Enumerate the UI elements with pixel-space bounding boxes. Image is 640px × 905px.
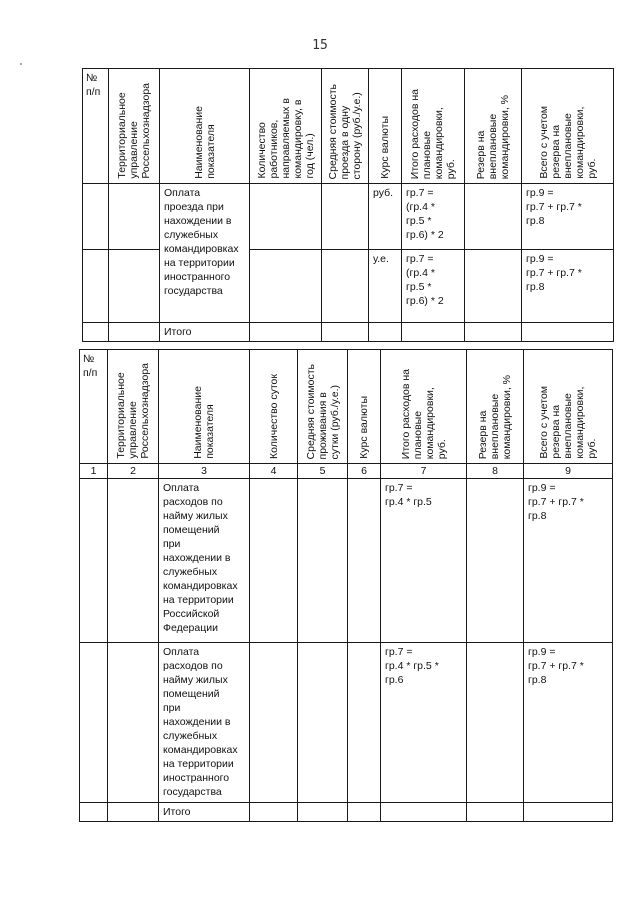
t1-r2-reserve: [465, 250, 522, 323]
t1-total-c4: [250, 323, 322, 342]
t1-r2-currency: у.е.: [369, 250, 402, 323]
t1-header-indicator-name: Наименование показателя: [160, 69, 250, 184]
t2-r2-number: [80, 643, 108, 803]
t2-r1-reserve: [467, 479, 524, 643]
t2-header-planned-total: Итого расходов на плановые командировки, руб.: [381, 350, 467, 464]
t1-header-employee-count: Количество работников, направляемых в командировку, в год (чел.): [250, 69, 322, 184]
t1-header-number: № п/п: [83, 69, 109, 184]
t2-header-number: № п/п: [80, 350, 108, 464]
t1-r2-office: [109, 250, 160, 323]
t2-r1-formula-9: гр.9 = гр.7 + гр.7 * гр.8: [524, 479, 613, 643]
t2-total-number: [80, 803, 108, 822]
page-number: 15: [312, 38, 328, 53]
t2-total-c9: [524, 803, 613, 822]
t1-r2-formula-7: гр.7 = (гр.4 * гр.5 * гр.6) * 2: [402, 250, 465, 323]
table1-header-row: [83, 69, 614, 184]
t1-r1-office: [109, 184, 160, 250]
t1-total-number: [83, 323, 109, 342]
t2-r1-lodging: [298, 479, 348, 643]
table1-total-row: [83, 323, 614, 342]
table2-row-foreign: [80, 643, 613, 803]
t2-r1-days: [250, 479, 298, 643]
t2-total-label: Итого: [159, 803, 250, 822]
t2-header-territorial-office: Территориальное управление Россельхознадзора: [108, 350, 159, 464]
t2-r1-indicator-name: Оплата расходов по найму жилых помещений при нахождении в служебных командировках на территории Российской Федерации: [159, 479, 250, 643]
t1-header-total-with-reserve: Всего с учетом резерва на внеплановые командировки, руб.: [522, 69, 614, 184]
t2-r1-office: [108, 479, 159, 643]
t2-total-office: [108, 803, 159, 822]
t2-r2-lodging: [298, 643, 348, 803]
t1-total-c8: [465, 323, 522, 342]
table2-column-numbers: [80, 464, 613, 479]
t2-colnum: 3: [159, 464, 250, 479]
t1-r1-formula-9: гр.9 = гр.7 + гр.7 * гр.8: [522, 184, 614, 250]
t1-total-c5: [322, 323, 369, 342]
t1-r1-reserve: [465, 184, 522, 250]
t2-header-average-lodging: Средняя стоимость проживания в сутки (руб./у.е.): [298, 350, 348, 464]
t2-total-c8: [467, 803, 524, 822]
t2-colnum: 1: [80, 464, 108, 479]
t1-header-exchange-rate: Курс валюты: [369, 69, 402, 184]
t1-total-office: [109, 323, 160, 342]
t2-r2-currency: [348, 643, 381, 803]
t2-r2-office: [108, 643, 159, 803]
t1-header-average-fare: Средняя стоимость проезда в одну сторону (руб./у.е.): [322, 69, 369, 184]
t2-colnum: 8: [467, 464, 524, 479]
t2-total-c4: [250, 803, 298, 822]
t2-total-c6: [348, 803, 381, 822]
t1-indicator-name: Оплата проезда при нахождении в служебных командировках на территории иностранного государства: [160, 184, 250, 323]
t2-r1-number: [80, 479, 108, 643]
table1-row-rub: [83, 184, 614, 250]
t1-r2-employees: [250, 250, 322, 323]
table2-header-row: [80, 350, 613, 464]
t2-header-exchange-rate: Курс валюты: [348, 350, 381, 464]
table2-total-row: [80, 803, 613, 822]
t2-colnum: 7: [381, 464, 467, 479]
t1-r2-number: [83, 250, 109, 323]
t1-total-c6: [369, 323, 402, 342]
t2-colnum: 9: [524, 464, 613, 479]
travel-cost-table: [82, 68, 614, 342]
t1-total-c7: [402, 323, 465, 342]
t1-total-c9: [522, 323, 614, 342]
t2-colnum: 4: [250, 464, 298, 479]
t2-r1-currency: [348, 479, 381, 643]
t1-header-planned-total: Итого расходов на плановые командировки, руб.: [402, 69, 465, 184]
t1-r1-formula-7: гр.7 = (гр.4 * гр.5 * гр.6) * 2: [402, 184, 465, 250]
t1-r2-fare: [322, 250, 369, 323]
t2-colnum: 5: [298, 464, 348, 479]
t2-r2-indicator-name: Оплата расходов по найму жилых помещений при нахождении в служебных командировках на территории иностранного государства: [159, 643, 250, 803]
t2-header-reserve-percent: Резерв на внеплановые командировки, %: [467, 350, 524, 464]
accommodation-cost-table: [79, 349, 613, 822]
t2-header-indicator-name: Наименование показателя: [159, 350, 250, 464]
t1-header-reserve-percent: Резерв на внеплановые командировки, %: [465, 69, 522, 184]
scan-speck: [20, 63, 22, 65]
t1-r1-number: [83, 184, 109, 250]
t2-header-total-with-reserve: Всего с учетом резерва на внеплановые командировки, руб.: [524, 350, 613, 464]
t2-r1-formula-7: гр.7 = гр.4 * гр.5: [381, 479, 467, 643]
t2-total-c5: [298, 803, 348, 822]
t2-colnum: 2: [108, 464, 159, 479]
t2-header-day-count: Количество суток: [250, 350, 298, 464]
t1-r1-employees: [250, 184, 322, 250]
t2-r2-days: [250, 643, 298, 803]
t1-total-label: Итого: [160, 323, 250, 342]
t1-r1-fare: [322, 184, 369, 250]
t2-total-c7: [381, 803, 467, 822]
table2-row-russia: [80, 479, 613, 643]
t1-header-territorial-office: Территориальное управление Россельхознадзора: [109, 69, 160, 184]
t2-r2-formula-9: гр.9 = гр.7 + гр.7 * гр.8: [524, 643, 613, 803]
t2-r2-formula-7: гр.7 = гр.4 * гр.5 * гр.6: [381, 643, 467, 803]
t2-r2-reserve: [467, 643, 524, 803]
t1-r1-currency: руб.: [369, 184, 402, 250]
t2-colnum: 6: [348, 464, 381, 479]
t1-r2-formula-9: гр.9 = гр.7 + гр.7 * гр.8: [522, 250, 614, 323]
